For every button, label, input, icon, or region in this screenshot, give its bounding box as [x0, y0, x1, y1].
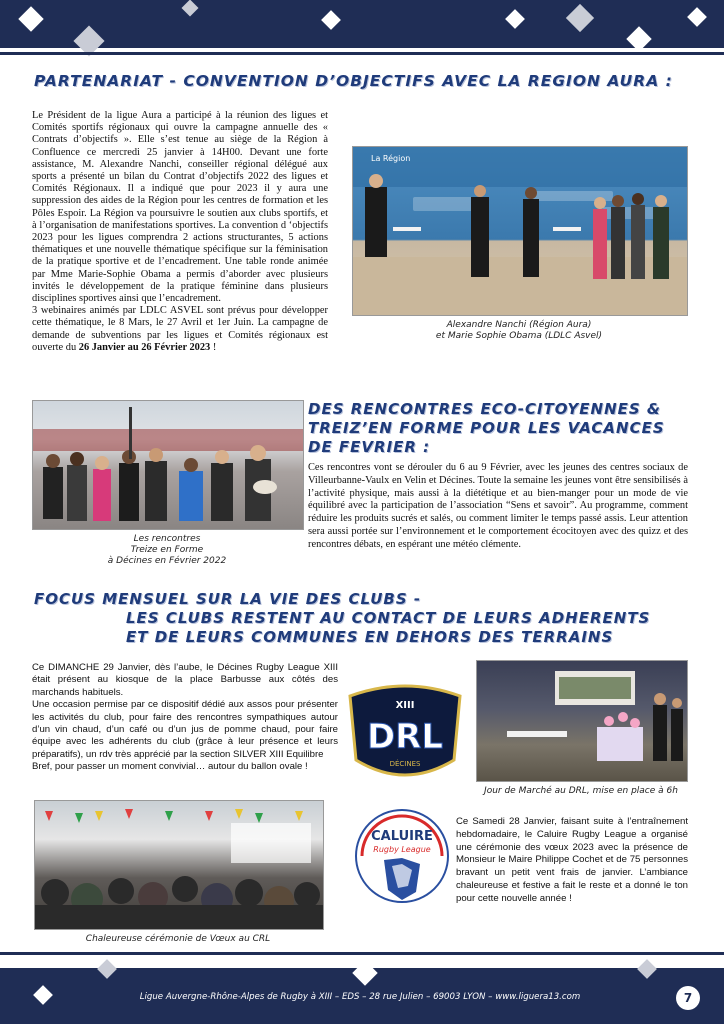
drl-logo-top-text: XIII — [395, 700, 415, 711]
diamond-ornament — [182, 0, 199, 16]
drl-logo-graphic — [344, 682, 466, 786]
diamond-ornament — [566, 4, 594, 32]
diamond-ornament — [637, 959, 657, 979]
caluire-logo-sub-text: Rugby League — [373, 845, 431, 854]
crl-ceremony-illustration — [35, 801, 323, 929]
diamond-ornament — [687, 7, 707, 27]
partenariat-body — [32, 110, 328, 354]
partenariat-caption — [352, 320, 686, 342]
drl-logo-main-text: DRL — [366, 717, 444, 757]
focus-title — [34, 590, 694, 647]
rencontres-body: Ces rencontres vont se dérouler du 6 au 9 Février, avec les jeunes des centres sociaux de Villeurbanne-Vaulx en Velin et Décines. Toute la semaine les jeunes vont être sensibilisés à l’activité physique, mais aussi à la diététique et au bien-manger pour un mode de vie équilibré avec la participation de l’association “Sens et savoir”. Au programme, comment réduire les produits sucrés et salés, ou comment limiter le temps passé assis. Leur attention sera aussi portée sur l’environnement et le comportement écocitoyen avec des quizz et des rencontres débats, en espérant une météo clémente. — [308, 462, 688, 550]
treize-en-forme-illustration — [33, 401, 303, 529]
partenariat-title: PARTENARIAT - CONVENTION D’OBJECTIFS AVEC LA REGION AURA : — [34, 72, 673, 90]
photo-sign-text: La Région — [371, 154, 411, 163]
footer-address: Ligue Auvergne-Rhône-Alpes de Rugby à XIII – EDS – 28 rue Julien – 69003 LYON – www.liguera13.com — [139, 992, 581, 1002]
drl-market-illustration — [477, 661, 687, 781]
drl-market-photo — [476, 660, 688, 782]
diamond-ornament — [33, 985, 53, 1005]
drl-logo — [344, 682, 466, 786]
header-band — [0, 0, 724, 48]
crl-body: Ce Samedi 28 Janvier, faisant suite à l’entraînement hebdomadaire, le Caluire Rugby League a organisé une cérémonie des vœux 2023 avec la présence de Monsieur le Maire Philippe Cochet et de 75 personnes bravant un petit vent frais de janvier. L’ambiance chaleureuse et festive a fait le reste et a donné le ton pour cette nouvelle année ! — [456, 816, 688, 904]
page-number: 7 — [676, 986, 700, 1010]
rencontres-title-line2: TREIZ’EN FORME POUR LES VACANCES — [308, 419, 665, 437]
caluire-logo-main-text: CALUIRE — [371, 829, 433, 844]
caluire-logo — [354, 800, 450, 912]
partenariat-body-dates: 26 Janvier au 26 Février 2023 — [78, 341, 211, 353]
crl-caption: Chaleureuse cérémonie de Vœux au CRL — [85, 934, 271, 944]
region-conference-photo — [352, 146, 688, 316]
treize-caption-line2: Treize en Forme — [130, 545, 204, 555]
diamond-ornament — [97, 959, 117, 979]
focus-title-line3: ET DE LEURS COMMUNES EN DEHORS DES TERRAINS — [126, 628, 614, 646]
treize-caption-line1: Les rencontres — [133, 534, 201, 544]
diamond-ornament — [352, 960, 377, 985]
diamond-ornament — [18, 6, 43, 31]
drl-body: Ce DIMANCHE 29 Janvier, dès l’aube, le Décines Rugby League XIII était présent au kiosque de la place Barbusse aux côtés des marchands habituels. Une occasion permise par ce dispositif dédié aux assos pour présenter les activités du club, pour faire des rencontres sympathiques autour d’un vin chaud, d’un café ou d’un jus de pomme chaud, pour faire équipe avec les adhérents du club (grâce à leur présence et leurs préparatifs), un rdv très apprécié par la section SILVER XIII Equilibre Bref, pour passer un moment convivial… autour du ballon ovale ! — [32, 662, 338, 773]
treize-caption — [32, 534, 302, 567]
treize-en-forme-photo — [32, 400, 304, 530]
rencontres-title-line1: DES RENCONTRES ECO-CITOYENNES & — [308, 400, 662, 418]
rencontres-title-line3: DE FEVRIER : — [308, 438, 431, 456]
partenariat-body-main: Le Président de la ligue Aura a participé à la réunion des ligues et Comités sportifs régionaux qui ouvre la campagne annuelle des « Contrats d’objectifs ». Elle s’est tenue au siège de la Région à Confluence ce mercredi 25 janvier à 14H00. Devant une forte assistance, M. Alexandre Nanchi, conseiller régional délégué aux sports a présenté un bilan du Contrat d’objectifs 2022 des ligues et Comités Régionaux. Il a indiqué que pour 2023 il y aura une suppression des aides de la Région pour les centres de formation et les Pôles Espoir. La Région va poursuivre le soutien aux clubs sportifs, et à l’organisation de manifestations sportives. La convention d ‘objectifs 2023 pour les ligues comprendra 2 actions structurantes, 5 actions thématiques et une nouvelle thématique spécifique sur la féminisation de la pratique sportive et de l’encadrement. Une table ronde animée par Mme Marie-Sophie Obama a permis d’aborder avec plusieurs invités le développement de la pratique féminine dans plusieurs disciplines sportives ainsi que l’encadrement. — [32, 110, 328, 305]
partenariat-body-end: ! — [210, 341, 217, 353]
diamond-ornament — [505, 9, 525, 29]
drl-caption: Jour de Marché au DRL, mise en place à 6h — [484, 786, 678, 796]
diamond-ornament — [321, 10, 341, 30]
partenariat-body-webinar: 3 webinaires animés par LDLC ASVEL sont prévus pour développer cette thématique, le 8 Mars, le 27 Avril et 1er Juin. La campagne de demande de subventions par les ligues et Comités régionaux est ouverte du — [32, 305, 328, 353]
region-conference-illustration — [353, 147, 687, 315]
rencontres-title — [308, 400, 708, 457]
treize-caption-line3: à Décines en Février 2022 — [107, 556, 227, 566]
focus-title-line1: FOCUS MENSUEL SUR LA VIE DES CLUBS - — [34, 590, 422, 608]
focus-title-line2: LES CLUBS RESTENT AU CONTACT DE LEURS ADHERENTS — [126, 609, 651, 627]
partenariat-caption-line2: et Marie Sophie Obama (LDLC Asvel) — [435, 331, 603, 341]
drl-logo-sub-text: DÉCINES — [389, 760, 421, 768]
crl-ceremony-photo — [34, 800, 324, 930]
diamond-ornament — [626, 26, 651, 51]
partenariat-caption-line1: Alexandre Nanchi (Région Aura) — [446, 320, 592, 330]
footer-rule — [0, 952, 724, 955]
caluire-logo-graphic — [354, 800, 450, 912]
header-rule — [0, 52, 724, 55]
